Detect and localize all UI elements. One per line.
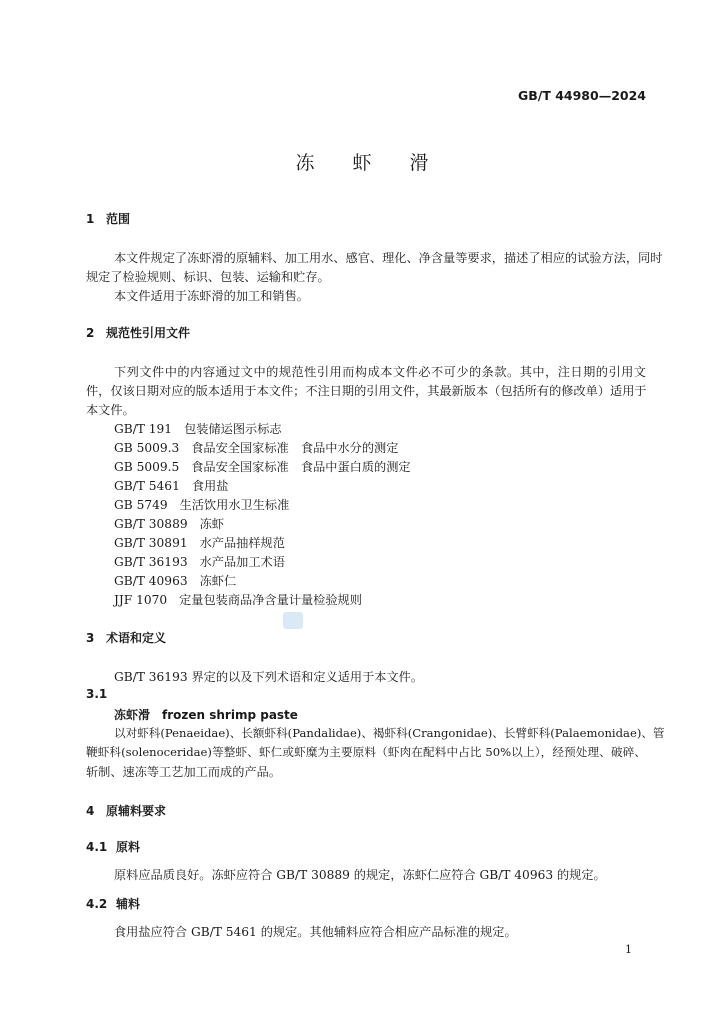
subsection-number: 4.2	[86, 897, 108, 911]
definition-line: 以对虾科(Penaeidae)、长额虾科(Pandalidae)、褐虾科(Crangonidae)、长臂虾科(Palaemonidae)、管	[114, 726, 665, 740]
reference-code: GB 5009.3	[114, 441, 180, 455]
subsection-4-1-heading	[86, 838, 140, 855]
paragraph-line: 食用盐应符合 GB/T 5461 的规定。其他辅料应符合相应产品标准的规定。	[114, 925, 517, 939]
reference-item	[114, 458, 411, 475]
paragraph-line: 本文件规定了冻虾滑的原辅料、加工用水、感官、理化、净含量等要求，描述了相应的试验方法，同时	[114, 251, 663, 265]
paragraph-line: 本文件。	[86, 403, 135, 417]
reference-title: 生活饮用水卫生标准	[179, 498, 290, 512]
section-title: 范围	[106, 212, 131, 226]
reference-item	[114, 496, 289, 513]
subsection-number: 4.1	[86, 840, 108, 854]
paragraph-line: GB/T 36193 界定的以及下列术语和定义适用于本文件。	[114, 670, 424, 684]
section-number: 4	[86, 804, 95, 818]
reference-title: 食品安全国家标准 食品中水分的测定	[191, 441, 399, 455]
reference-item	[114, 534, 285, 551]
reference-code: GB 5009.5	[114, 460, 180, 474]
section-title: 规范性引用文件	[106, 326, 191, 340]
reference-item	[114, 420, 282, 437]
document-title: 冻虾滑	[295, 152, 467, 174]
reference-title: 水产品抽样规范	[199, 536, 285, 550]
definition-line: 斩制、速冻等工艺加工而成的产品。	[86, 765, 281, 779]
reference-title: 包装储运图示标志	[184, 422, 282, 436]
section-4-heading	[86, 802, 166, 819]
reference-item	[114, 553, 285, 570]
reference-code: GB/T 30889	[114, 517, 188, 531]
subsection-title: 辅料	[116, 897, 141, 911]
section-number: 3	[86, 631, 95, 645]
reference-title: 食品安全国家标准 食品中蛋白质的测定	[191, 460, 411, 474]
reference-item	[114, 591, 362, 608]
term-number: 3.1	[86, 687, 108, 701]
section-number: 2	[86, 326, 95, 340]
reference-item	[114, 572, 236, 589]
section-title: 原辅料要求	[106, 804, 167, 818]
paragraph-line: 原料应品质良好。冻虾应符合 GB/T 30889 的规定，冻虾仁应符合 GB/T 40963 的规定。	[114, 868, 606, 882]
section-2-heading	[86, 324, 190, 341]
section-1-heading	[86, 210, 130, 227]
standard-number: GB/T 44980—2024	[517, 88, 646, 103]
reference-code: GB/T 30891	[114, 536, 188, 550]
term-english: frozen shrimp paste	[162, 708, 298, 722]
subsection-title: 原料	[116, 840, 141, 854]
term-entry	[114, 706, 298, 723]
section-title: 术语和定义	[106, 631, 167, 645]
paragraph-line: 下列文件中的内容通过文中的规范性引用而构成本文件必不可少的条款。其中，注日期的引用文	[114, 365, 646, 379]
reference-code: GB/T 36193	[114, 555, 188, 569]
reference-code: GB 5749	[114, 498, 168, 512]
watermark-logo	[283, 612, 303, 629]
reference-code: JJF 1070	[114, 593, 168, 607]
reference-title: 水产品加工术语	[199, 555, 285, 569]
reference-item	[114, 515, 224, 532]
reference-title: 食用盐	[191, 479, 229, 493]
section-3-heading	[86, 629, 166, 646]
reference-item	[114, 477, 228, 494]
subsection-4-2-heading	[86, 895, 140, 912]
page-number: 1	[625, 943, 632, 956]
paragraph-line: 本文件适用于冻虾滑的加工和销售。	[114, 289, 309, 303]
paragraph-line: 件，仅该日期对应的版本适用于本文件；不注日期的引用文件，其最新版本（包括所有的修改单）适用于	[86, 384, 647, 398]
section-number: 1	[86, 212, 95, 226]
reference-item	[114, 439, 398, 456]
reference-code: GB/T 191	[114, 422, 173, 436]
reference-title: 冻虾	[199, 517, 224, 531]
reference-code: GB/T 5461	[114, 479, 180, 493]
reference-title: 冻虾仁	[199, 574, 237, 588]
term-chinese: 冻虾滑	[114, 708, 151, 722]
reference-title: 定量包装商品净含量计量检验规则	[179, 593, 362, 607]
definition-line: 鞭虾科(solenoceridae)等整虾、虾仁或虾糜为主要原料（虾肉在配料中占比 50%以上），经预处理、破碎、	[86, 745, 646, 759]
reference-code: GB/T 40963	[114, 574, 188, 588]
paragraph-line: 规定了检验规则、标识、包装、运输和贮存。	[86, 270, 330, 284]
